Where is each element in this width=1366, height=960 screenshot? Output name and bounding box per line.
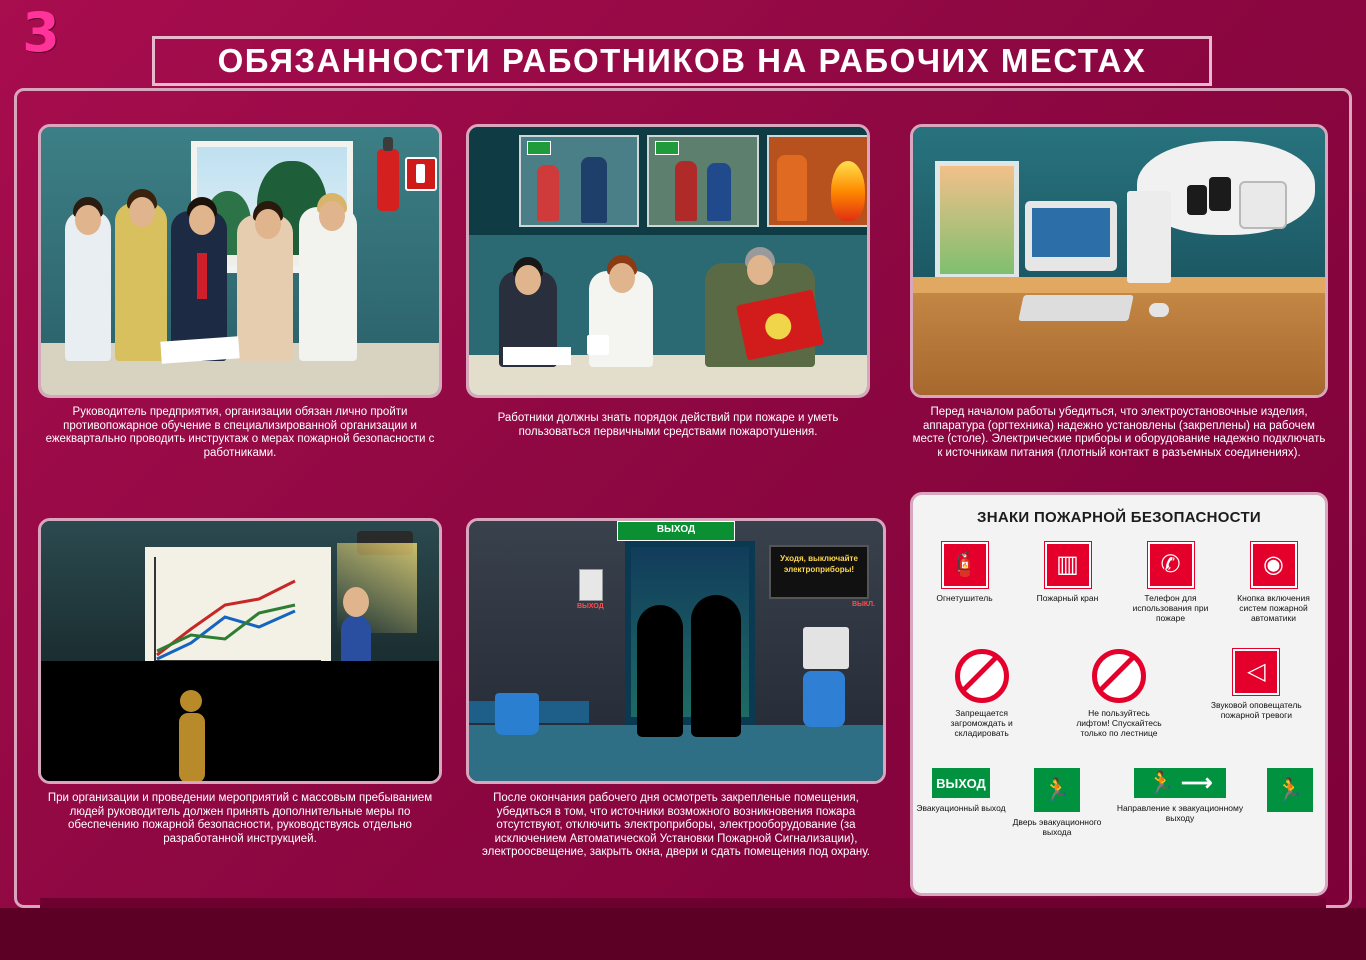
panel-fire-actions-image	[466, 124, 870, 398]
computer-tower-icon	[1127, 191, 1171, 283]
sign-caption: Звуковой оповещатель пожарной тревоги	[1210, 700, 1302, 720]
poster-title-text: ОБЯЗАННОСТИ РАБОТНИКОВ НА РАБОЧИХ МЕСТАХ	[217, 42, 1147, 79]
p3-desk-edge	[913, 277, 1325, 293]
sign-caption: Огнетушитель	[936, 593, 993, 603]
poster-bottom-bar	[0, 908, 1366, 960]
exit-door-label: ВЫХОД	[577, 603, 604, 610]
person-head	[609, 263, 635, 293]
panel-fire-actions-caption: Работники должны знать порядок действий при пожаре и уметь пользоваться первичными средствами пожаротушения.	[497, 412, 839, 438]
person-head	[129, 197, 155, 227]
exit-sign-icon	[655, 141, 679, 155]
fire-extinguisher-icon	[377, 149, 399, 211]
crowd-silhouettes	[41, 661, 442, 781]
presentation-screen	[145, 547, 331, 669]
p2-meeting	[469, 235, 867, 398]
signs-row-1	[913, 542, 1325, 623]
audience-crowd	[41, 661, 439, 781]
keyboard-icon	[1018, 295, 1134, 321]
sign-caption: Запрещается загромождать и складировать	[950, 708, 1013, 738]
fire-extinguisher-sign-icon: 🧯	[942, 542, 988, 588]
sign-evacuation-exit	[913, 768, 1009, 837]
fire-alarm-button-sign-icon: ◉	[1251, 542, 1297, 588]
chart-graphic	[145, 547, 331, 669]
monitor-screen	[1032, 208, 1110, 257]
sign-exit-direction	[1105, 768, 1255, 837]
sign-fire-extinguisher	[917, 542, 1013, 623]
p2-sub-corridor	[647, 135, 759, 227]
computer-on-desk-icon	[803, 627, 849, 669]
panel-mass-events-image	[38, 518, 442, 784]
fire-phone-sign-icon: ✆	[1148, 542, 1194, 588]
trash-bin-icon	[495, 693, 539, 735]
sign-caption: Направление к эвакуационному выходу	[1116, 803, 1244, 823]
person-head	[255, 209, 281, 239]
evacuation-door-sign-icon: 🏃	[1034, 768, 1080, 812]
person-head	[319, 201, 345, 231]
plug-icon	[1187, 185, 1207, 215]
switch-label: ВЫКЛ.	[851, 601, 875, 608]
person-head	[75, 205, 101, 235]
sign-fire-alarm-button	[1226, 542, 1322, 623]
person-head	[515, 265, 541, 295]
flame-icon	[831, 161, 865, 221]
person-head	[747, 255, 773, 285]
poster-number	[8, 1, 74, 66]
signs-row-3	[913, 768, 1325, 837]
panel-manager-training-image	[38, 124, 442, 398]
plug-icon	[1209, 177, 1231, 211]
monitor-icon	[1025, 201, 1117, 271]
poster-title	[152, 36, 1212, 86]
sign-caption: Телефон для использования при пожаре	[1132, 593, 1209, 623]
p2-sub-evacuation	[519, 135, 639, 227]
person-head	[189, 205, 215, 235]
office-chair-icon	[803, 671, 845, 727]
sign-caption: Пожарный кран	[1036, 593, 1099, 603]
sign-no-lift	[1071, 649, 1167, 738]
sign-evacuation-door	[1009, 768, 1105, 837]
panel-electrical-check-caption: Перед началом работы убедиться, что электроустановочные изделия, аппаратура (оргтехника) надежно установлены (закреплены) на рабочем месте (столе). Электрические приборы и оборудование надежно подключать к источникам питания (плотный контакт в разъемных соединениях).	[912, 406, 1326, 459]
power-socket-icon	[1239, 181, 1287, 229]
fire-extinguisher-sign-icon	[405, 157, 437, 191]
p2-top-strip	[469, 127, 867, 235]
fire-safety-signs-panel	[910, 492, 1328, 896]
sign-sound-alarm	[1208, 649, 1304, 738]
person-silhouette	[691, 595, 741, 737]
sign-caption: Эвакуационный выход	[916, 803, 1006, 813]
no-obstruction-sign-icon	[955, 649, 1009, 703]
signs-heading: ЗНАКИ ПОЖАРНОЙ БЕЗОПАСНОСТИ	[977, 509, 1261, 526]
p2-sub-extinguishing	[767, 135, 870, 227]
exit-sign-icon	[527, 141, 551, 155]
person-silhouette	[637, 605, 683, 737]
panel-end-of-day-caption: После окончания рабочего дня осмотреть закрепленые помещения, убедиться в том, что источники возможного возникновения пожара отсутствуют, отключить электроприборы, электрооборудование (за исключением Автоматической Установки Пожарной Сигнализации), электроосвещение, закрыть окна, двери и сдать помещения под охрану.	[482, 792, 870, 858]
sign-no-obstruction	[934, 649, 1030, 738]
panel-end-of-day-image	[466, 518, 886, 784]
sign-stairs-direction	[1255, 768, 1325, 837]
necktie	[197, 253, 207, 299]
sign-fire-hydrant	[1020, 542, 1116, 623]
evacuation-exit-text: ВЫХОД	[936, 775, 986, 791]
p3-window	[935, 161, 1019, 279]
sign-fire-phone	[1123, 542, 1219, 623]
sign-caption: Кнопка включения систем пожарной автоматики	[1237, 593, 1310, 623]
wall-poster	[769, 545, 869, 599]
panel-manager-training-caption: Руководитель предприятия, организации обязан лично пройти противопожарное обучение в специализированной организации и ежеквартально проводить инструктаж о мерах пожарной безопасности с работниками.	[45, 406, 435, 459]
mug-icon	[587, 335, 609, 355]
light-switch-icon	[579, 569, 603, 601]
exit-sign-top-label: ВЫХОД	[656, 524, 696, 535]
mouse-icon	[1149, 303, 1169, 317]
paper-sheet	[503, 347, 571, 365]
poster-number-value: 3	[22, 1, 60, 64]
signs-row-2	[913, 649, 1325, 738]
sound-alarm-sign-icon: ◁	[1233, 649, 1279, 695]
panel-electrical-check-image	[910, 124, 1328, 398]
panel-mass-events-caption: При организации и проведении мероприятий с массовым пребыванием людей руководитель должен принять дополнительные меры по обеспечению пожарной безопасности, руководствуясь отдельно разработанной инструкцией.	[47, 792, 433, 845]
speaker-head	[343, 587, 369, 617]
fire-hydrant-sign-icon: ▥	[1045, 542, 1091, 588]
sign-caption: Дверь эвакуационного выхода	[1012, 817, 1102, 837]
no-lift-sign-icon	[1092, 649, 1146, 703]
exit-sign-top	[617, 521, 735, 541]
wall-poster-text: Уходя, выключайте электроприборы!	[780, 554, 858, 574]
exit-direction-sign-icon: 🏃 ⟶	[1134, 768, 1226, 798]
sign-caption: Не пользуйтесь лифтом! Спускайтесь только по лестнице	[1076, 708, 1162, 738]
stairs-direction-sign-icon: 🏃	[1267, 768, 1313, 812]
evacuation-exit-sign-icon	[932, 768, 990, 798]
